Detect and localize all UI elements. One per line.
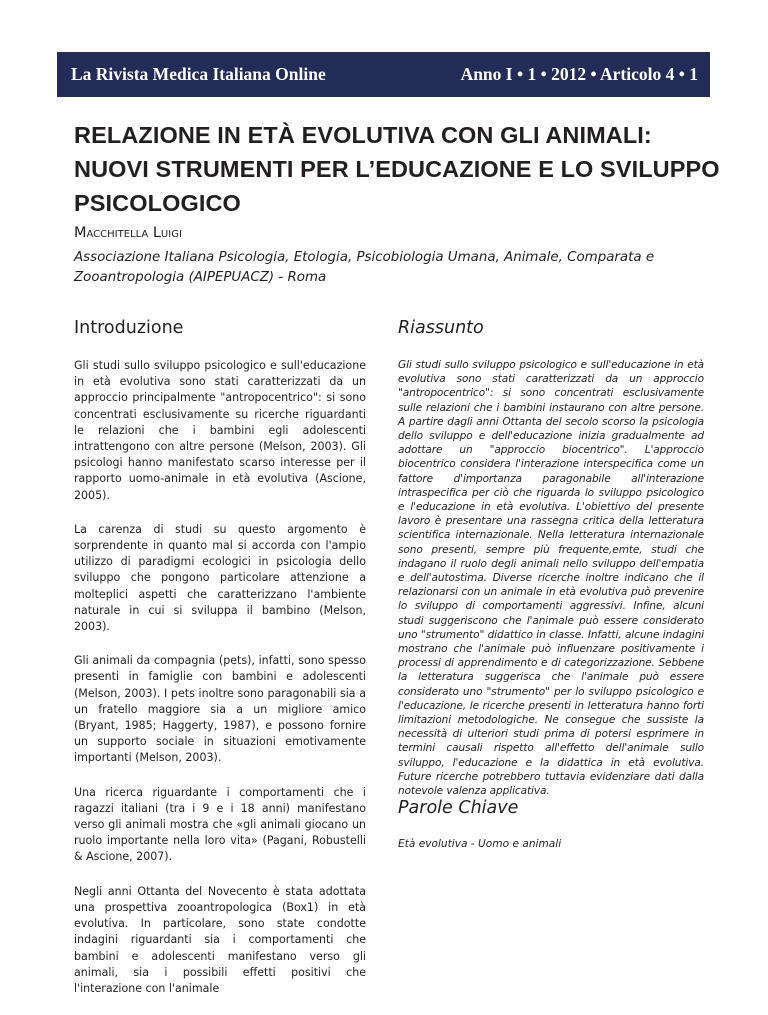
article-author: Macchitella Luigi [74,225,182,241]
introduzione-heading: Introduzione [74,318,184,338]
parole-chiave-heading: Parole Chiave [398,798,519,819]
intro-paragraph-1: Gli studi sullo sviluppo psicologico e sull'educazione in età evolutiva sono stati caratterizzati da un approccio principalmente "antropocentrico": si sono concentrati esclusivamente su ricerche riguardanti le relazioni che i bambini egli adolescenti intrattengono con altre persone (Melson, 2003). Gli psicologi hanno manifestato scarso interesse per il rapporto uomo-animale in età evolutiva (Ascione, 2005). [74,359,366,502]
riassunto-heading: Riassunto [398,318,484,338]
intro-paragraph-5: Negli anni Ottanta del Novecento è stata adottata una prospettiva zooantropologica (Box1) in età evolutiva. In particolare, sono state condotte indagini riguardanti sia i comportamenti che bambini e adolescenti manifestano verso gli animali, sia i possibili effetti positivi che l'interazione con l'animale [74,884,366,995]
article-title: RELAZIONE IN ETÀ EVOLUTIVA CON GLI ANIMALI: NUOVI STRUMENTI PER L’EDUCAZIONE E LO SVILUPPO PSICOLOGICO [74,122,720,216]
journal-name: La Rivista Medica Italiana Online [71,64,326,84]
intro-paragraph-2: La carenza di studi su questo argomento è sorprendente in quanto mal si accorda con l'ampio utilizzo di paradigmi ecologici in psicologia dello sviluppo che pongono particolare attenzione a molteplici aspetti che caratterizzano l'ambiente naturale in cui si sviluppa il bambino (Melson, 2003). [74,522,366,634]
intro-paragraph-4: Una ricerca riguardante i comportamenti che i ragazzi italiani (tra i 9 e i 18 anni) manifestano verso gli animali mostra che «gli animali giocano un ruolo importante nella loro vita» (Pagani, Robustelli & Ascione, 2007). [74,785,366,864]
introduzione-column [74,318,366,1015]
author-affiliation: Associazione Italiana Psicologia, Etologia, Psicobiologia Umana, Animale, Comparata e Zooantropologia (AIPEPUACZ) - Roma [74,250,655,285]
parole-chiave-text: Età evolutiva - Uomo e animali [398,838,562,851]
riassunto-column [398,318,704,850]
riassunto-text: Gli studi sullo sviluppo psicologico e sull'educazione in età evolutiva sono stati caratterizzati da un approccio "antropocentrico": si sono concentrati esclusivamente sulle relazioni che i bambini instaurano con altre persone. A partire dagli anni Ottanta del secolo scorso la psicologia dello sviluppo e dell'educazione inizia gradualmente ad adottare un "approccio biocentrico". L'approccio biocentrico considera l'interazione interspecifica come un fattore d'importanza paragonabile all'interazione intraspecifica per ciò che riguarda lo sviluppo psicologico e l'educazione in età evolutiva. L'obiettivo del presente lavoro è presentare una rassegna critica della letteratura scientifica internazionale. Nella letteratura internazionale sono presenti, sempre più frequente,emte, studi che indagano il ruolo degli animali nello sviluppo dell'empatia e dell'autostima. Diverse ricerche inoltre indicano che il relazionarsi con un animale in età evolutiva può prevenire lo sviluppo di comportamenti aggressivi. Infine, alcuni studi suggeriscono che l'animale può essere considerato uno "strumento" didattico in classe. Infatti, alcune indagini mostrano che l'animale può influenzare positivamente i processi di apprendimento e di categorizzazione. Sebbene la letteratura suggerisca che l'animale può essere considerato uno "strumento" per lo sviluppo psicologico e l'educazione, le ricerche presenti in letteratura hanno forti limitazioni metodologiche. Ne consegue che sussiste la necessità di ulteriori studi prima di potersi esprimere in termini causali rispetto all'effetto dell'animale sullo sviluppo, l'educazione e la didattica in età evolutiva. Future ricerche potrebbero tuttavia evidenziare dati dalla notevole valenza applicativa. [398,359,704,798]
intro-paragraph-3: Gli animali da compagnia (pets), infatti, sono spesso presenti in famiglie con bambini e adolescenti (Melson, 2003). I pets inoltre sono paragonabili sia a un fratello maggiore sia a un migliore amico (Bryant, 1985; Haggerty, 1987), e possono fornire un supporto sociale in situazioni emotivamente importanti (Melson, 2003). [74,654,366,765]
journal-header-bar [57,52,710,97]
issue-info: Anno I • 1 • 2012 • Articolo 4 • 1 [460,64,698,84]
